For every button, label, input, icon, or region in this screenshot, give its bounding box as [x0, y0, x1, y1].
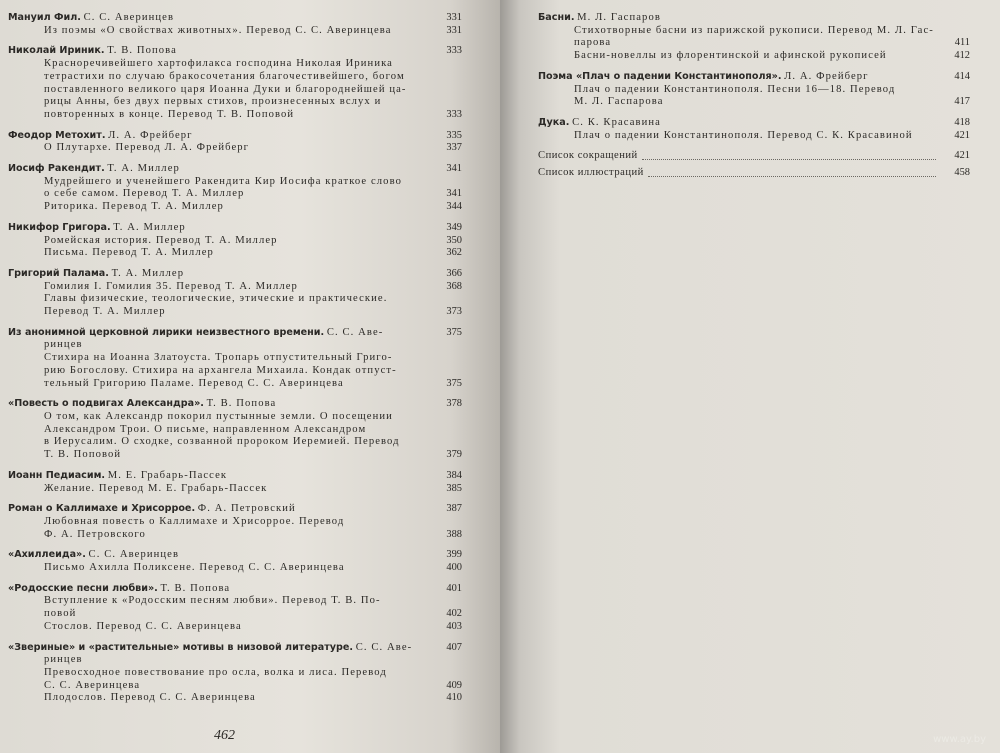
subentry-line: Стихотворные басни из парижской рукописи. Перевод М. Л. Гас- [574, 24, 934, 36]
toc-subentry [8, 293, 462, 318]
subentry-line: Письмо Ахилла Поликсене. Перевод С. С. Аверинцева [44, 562, 345, 574]
heading-text [8, 327, 432, 340]
page-ref: 407 [446, 641, 462, 653]
page-ref [940, 130, 970, 143]
page-ref-value: 403 [446, 620, 462, 632]
toc-subentry [8, 58, 462, 122]
page-ref [432, 25, 462, 38]
page-ref: 335 [446, 129, 462, 141]
section-title: Феодор Метохит. [8, 129, 106, 141]
toc-heading-line [8, 12, 462, 25]
subentry-line: Главы физические, теологические, этические и практические. [44, 293, 388, 305]
toc-heading-line [8, 268, 462, 281]
subentry-line: парова [574, 37, 612, 49]
section-title: «Повесть о подвигах Александра». [8, 398, 204, 410]
toc-subentry [8, 201, 462, 214]
page-ref [432, 109, 462, 122]
toc-entry [8, 549, 462, 574]
toc-subentry [538, 50, 970, 63]
section-author: Т. А. Миллер [107, 163, 180, 175]
page-ref-value: 350 [446, 234, 462, 246]
page-ref-value: 417 [954, 96, 970, 108]
subentry-line: Плач о падении Константинополя. Песни 16—18. Перевод [574, 83, 896, 95]
toc-entry [8, 268, 462, 319]
subentry-text [574, 84, 940, 109]
toc-entry [8, 327, 462, 391]
toc-subentry [538, 130, 970, 143]
page-ref-value: 341 [446, 188, 462, 200]
subentry-text [574, 50, 940, 63]
toc-subentry [538, 25, 970, 50]
subentry-line: в Иерусалим. О сходке, созванной пророком Иеремией. Перевод [44, 436, 400, 448]
page-ref-value: 388 [446, 528, 462, 540]
subentry-text [44, 247, 432, 260]
subentry-line: Ф. А. Петровского [44, 528, 146, 540]
page-ref: 418 [954, 116, 970, 128]
heading-text [8, 470, 432, 483]
subentry-text [44, 562, 432, 575]
page-ref [432, 483, 462, 496]
subentry-text [44, 595, 432, 620]
subentry-text [44, 58, 432, 122]
toc-subentry [8, 516, 462, 541]
author-continuation: ринцев [44, 339, 83, 351]
toc-extra-line [538, 167, 970, 180]
subentry-line: Стихира на Иоанна Златоуста. Тропарь отпустительный Григо- [44, 352, 393, 364]
section-title: «Родосские песни любви». [8, 582, 158, 594]
section-title: Роман о Каллимахе и Хрисорроe. [8, 503, 196, 515]
subentry-line: М. Л. Гаспарова [574, 96, 664, 108]
page-ref: 333 [446, 45, 462, 57]
subentry-line: Александром Трои. О письме, направленном Александром [44, 423, 367, 435]
page-ref [940, 96, 970, 109]
subentry-text [44, 411, 432, 462]
subentry-line: Мудрейшего и ученейшего Ракендита Кир Иосифа краткое слово [44, 175, 402, 187]
page-ref: 366 [446, 267, 462, 279]
subentry-text [44, 281, 432, 294]
subentry-line: С. С. Аверинцева [44, 679, 141, 691]
toc-subentry [8, 667, 462, 692]
toc-entry [538, 117, 970, 142]
subentry-line: тетрастихи по случаю бракосочетания благочестивейшего, богом [44, 70, 405, 82]
page-ref-value: 331 [446, 24, 462, 36]
page-number: 462 [214, 728, 235, 743]
toc-subentry [8, 562, 462, 575]
page-ref: 387 [446, 503, 462, 515]
page-ref-value: 368 [446, 280, 462, 292]
page-ref [432, 306, 462, 319]
toc-entry [8, 163, 462, 214]
section-author: Т. В. Попова [107, 45, 177, 57]
page-ref-value: 344 [446, 201, 462, 213]
page-ref [432, 247, 462, 260]
toc-subentry [8, 411, 462, 462]
subentry-line: Превосходное повествование про осла, волка и лиса. Перевод [44, 666, 387, 678]
subentry-text [44, 667, 432, 692]
subentry-line: Письма. Перевод Т. А. Миллер [44, 247, 214, 259]
toc-subentry [8, 483, 462, 496]
page-ref [432, 529, 462, 542]
subentry-line: Любовная повесть о Каллимахе и Хрисорроe. Перевод [44, 515, 345, 527]
toc-subentry [8, 692, 462, 705]
heading-text [8, 549, 432, 562]
toc-entry [8, 12, 462, 37]
toc-entry [538, 71, 970, 109]
toc-heading-line [8, 163, 462, 176]
page-ref [432, 562, 462, 575]
watermark: www.ay.by [933, 734, 986, 745]
page-ref [432, 449, 462, 462]
page-ref-value: 337 [446, 142, 462, 154]
page-ref [940, 50, 970, 63]
toc-subentry [8, 352, 462, 390]
section-author: Т. А. Миллер [113, 221, 186, 233]
toc-heading-line [538, 71, 970, 84]
page-ref-value: 373 [446, 306, 462, 318]
toc-subentry [538, 84, 970, 109]
subentry-line: Плач о падении Константинополя. Перевод С. К. Красавиной [574, 129, 913, 141]
toc-heading-line [8, 470, 462, 483]
page-ref: 421 [954, 150, 970, 162]
subentry-line: тельный Григорию Паламе. Перевод С. С. Аверинцева [44, 377, 344, 389]
section-title: Поэма «Плач о падении Константинополя». [538, 70, 782, 82]
toc-subentry [8, 247, 462, 260]
subentry-line: поставленного великого царя Иоанна Дуки и благороднейшей ца- [44, 83, 407, 95]
toc-heading-line [8, 549, 462, 562]
subentry-text [44, 201, 432, 214]
section-title: Никифор Григора. [8, 221, 111, 233]
section-author: Л. А. Фрейберг [108, 129, 193, 141]
page-ref [432, 621, 462, 634]
extra-label: Список иллюстраций [538, 167, 644, 179]
extra-label: Список сокращений [538, 150, 638, 162]
page-ref: 331 [446, 12, 462, 23]
section-author: Ф. А. Петровский [197, 503, 296, 515]
toc-heading-line [8, 130, 462, 143]
page-ref-value: 379 [446, 449, 462, 461]
section-author: С. С. Аверинцев [88, 549, 180, 561]
toc-entry [8, 583, 462, 634]
toc-heading-line [8, 222, 462, 235]
toc-heading-line [8, 45, 462, 58]
toc-subentry [8, 176, 462, 201]
subentry-line: повой [44, 608, 77, 620]
section-author: Т. В. Попова [206, 398, 277, 410]
subentry-line: Плодослов. Перевод С. С. Аверинцева [44, 692, 256, 704]
heading-text [8, 163, 432, 176]
section-title: Басни. [538, 12, 575, 23]
subentry-text [44, 621, 432, 634]
heading-text [8, 130, 432, 143]
subentry-text [44, 516, 432, 541]
page-ref-value: 412 [954, 50, 970, 62]
page-ref [432, 281, 462, 294]
subentry-line: о себе самом. Перевод Т. А. Миллер [44, 188, 245, 200]
heading-text [8, 503, 432, 516]
section-author: С. С. Аверинцев [83, 12, 175, 23]
section-title: Мануил Фил. [8, 12, 81, 23]
subentry-line: рицы Анны, без двух первых стихов, произнесенных вслух и [44, 96, 382, 108]
subentry-line: Риторика. Перевод Т. А. Миллер [44, 201, 224, 213]
heading-text [8, 583, 432, 596]
page-ref: 384 [446, 469, 462, 481]
section-title: Дука. [538, 116, 570, 128]
toc-heading-line [8, 503, 462, 516]
heading-text [8, 398, 432, 411]
page-ref [432, 142, 462, 155]
page-ref [432, 201, 462, 214]
subentry-text [44, 176, 432, 201]
subentry-line: Перевод Т. А. Миллер [44, 306, 166, 318]
toc-entry [8, 398, 462, 462]
page-ref-value: 402 [446, 608, 462, 620]
heading-text [8, 12, 432, 25]
heading-text [8, 222, 432, 235]
subentry-text [44, 352, 432, 390]
page-ref: 375 [446, 326, 462, 338]
heading-text [8, 642, 432, 655]
section-title: «Звериные» и «растительные» мотивы в низовой литературе. [8, 641, 354, 653]
page-ref: 349 [446, 221, 462, 233]
toc-subentry [8, 25, 462, 38]
page-ref: 399 [446, 549, 462, 561]
page-ref-value: 400 [446, 562, 462, 574]
page-ref [432, 608, 462, 621]
section-title: Григорий Палама. [8, 267, 109, 279]
subentry-text [44, 25, 432, 38]
subentry-line: Т. В. Поповой [44, 449, 122, 461]
toc-heading-line [538, 12, 970, 25]
toc-heading-line [538, 117, 970, 130]
subentry-text [44, 692, 432, 705]
toc-subentry [8, 281, 462, 294]
section-title: Иоанн Педиасим. [8, 469, 106, 481]
toc-extra-line [538, 150, 970, 163]
toc-heading-line [8, 642, 462, 655]
page-ref: 414 [954, 70, 970, 82]
subentry-line: повторенных в конце. Перевод Т. В. Поповой [44, 108, 295, 120]
subentry-line: Вступление к «Родосским песням любви». Перевод Т. В. По- [44, 595, 381, 607]
subentry-line: Из поэмы «О свойствах животных». Перевод С. С. Аверинцева [44, 24, 392, 36]
page-ref: 401 [446, 582, 462, 594]
heading-text [538, 71, 940, 84]
toc-subentry [8, 235, 462, 248]
heading-text [8, 45, 432, 58]
section-title: Из анонимной церковной лирики неизвестного времени. [8, 326, 325, 338]
subentry-text [574, 130, 940, 143]
subentry-line: Ромейская история. Перевод Т. А. Миллер [44, 234, 278, 246]
section-author: С. К. Красавина [572, 116, 661, 128]
toc-entry [8, 45, 462, 121]
toc-entry [8, 642, 462, 706]
page-ref-value: 421 [954, 129, 970, 141]
page-ref: 378 [446, 398, 462, 410]
page-ref-value: 409 [446, 679, 462, 691]
subentry-text [44, 235, 432, 248]
toc-heading-line [8, 327, 462, 340]
subentry-line: Гомилия I. Гомилия 35. Перевод Т. А. Миллер [44, 280, 298, 292]
page-ref [940, 37, 970, 50]
toc-subentry [8, 621, 462, 634]
heading-text [538, 12, 940, 25]
page-ref-value: 375 [446, 377, 462, 389]
section-author: С. С. Аве- [326, 326, 384, 338]
section-title: Иосиф Ракендит. [8, 163, 105, 175]
page-ref-value: 385 [446, 482, 462, 494]
toc-entry [8, 503, 462, 541]
subentry-text [44, 483, 432, 496]
page-ref-value: 411 [954, 37, 970, 49]
toc-entry [8, 130, 462, 155]
page-ref: 458 [954, 167, 970, 179]
subentry-text [44, 142, 432, 155]
leader-dots [642, 159, 936, 160]
section-author: Л. А. Фрейберг [784, 70, 869, 82]
page-ref [432, 680, 462, 693]
toc-entry [8, 470, 462, 495]
page-ref [432, 378, 462, 391]
page-ref [432, 692, 462, 705]
toc-subentry [8, 595, 462, 620]
subentry-line: О том, как Александр покорил пустынные земли. О посещении [44, 410, 393, 422]
subentry-text [574, 25, 940, 50]
page-ref [432, 235, 462, 248]
toc-entry [8, 222, 462, 260]
toc-subentry [8, 142, 462, 155]
heading-text [8, 268, 432, 281]
toc-heading-line [8, 583, 462, 596]
section-author: С. С. Аве- [355, 641, 413, 653]
subentry-line: О Плутархе. Перевод Л. А. Фрейберг [44, 142, 250, 154]
subentry-line: Желание. Перевод М. Е. Грабарь-Пассек [44, 482, 268, 494]
section-author: Т. А. Миллер [111, 267, 185, 279]
page-ref-value: 362 [446, 247, 462, 259]
right-page [500, 0, 1000, 753]
subentry-line: Стослов. Перевод С. С. Аверинцева [44, 620, 242, 632]
author-continuation: ринцев [44, 654, 83, 666]
page-ref: 341 [446, 163, 462, 175]
section-title: Николай Ириник. [8, 45, 105, 57]
section-title: «Ахиллеида». [8, 549, 86, 561]
toc-entry [538, 12, 970, 63]
page-ref-value: 333 [446, 108, 462, 120]
leader-dots [648, 176, 936, 177]
page-ref [432, 188, 462, 201]
section-author: М. Л. Гаспаров [577, 12, 661, 23]
page-ref-value: 410 [446, 692, 462, 704]
heading-text [538, 117, 940, 130]
subentry-text [44, 293, 432, 318]
subentry-line: Басни-новеллы из флорентинской и афинской рукописей [574, 50, 887, 62]
subentry-line: Красноречивейшего хартофилакса господина Николая Ириника [44, 58, 393, 70]
section-author: М. Е. Грабарь-Пассек [107, 469, 228, 481]
subentry-line: рию Богослову. Стихира на архангела Михаила. Кондак отпуст- [44, 364, 397, 376]
section-author: Т. В. Попова [160, 582, 231, 594]
toc-heading-line [8, 398, 462, 411]
